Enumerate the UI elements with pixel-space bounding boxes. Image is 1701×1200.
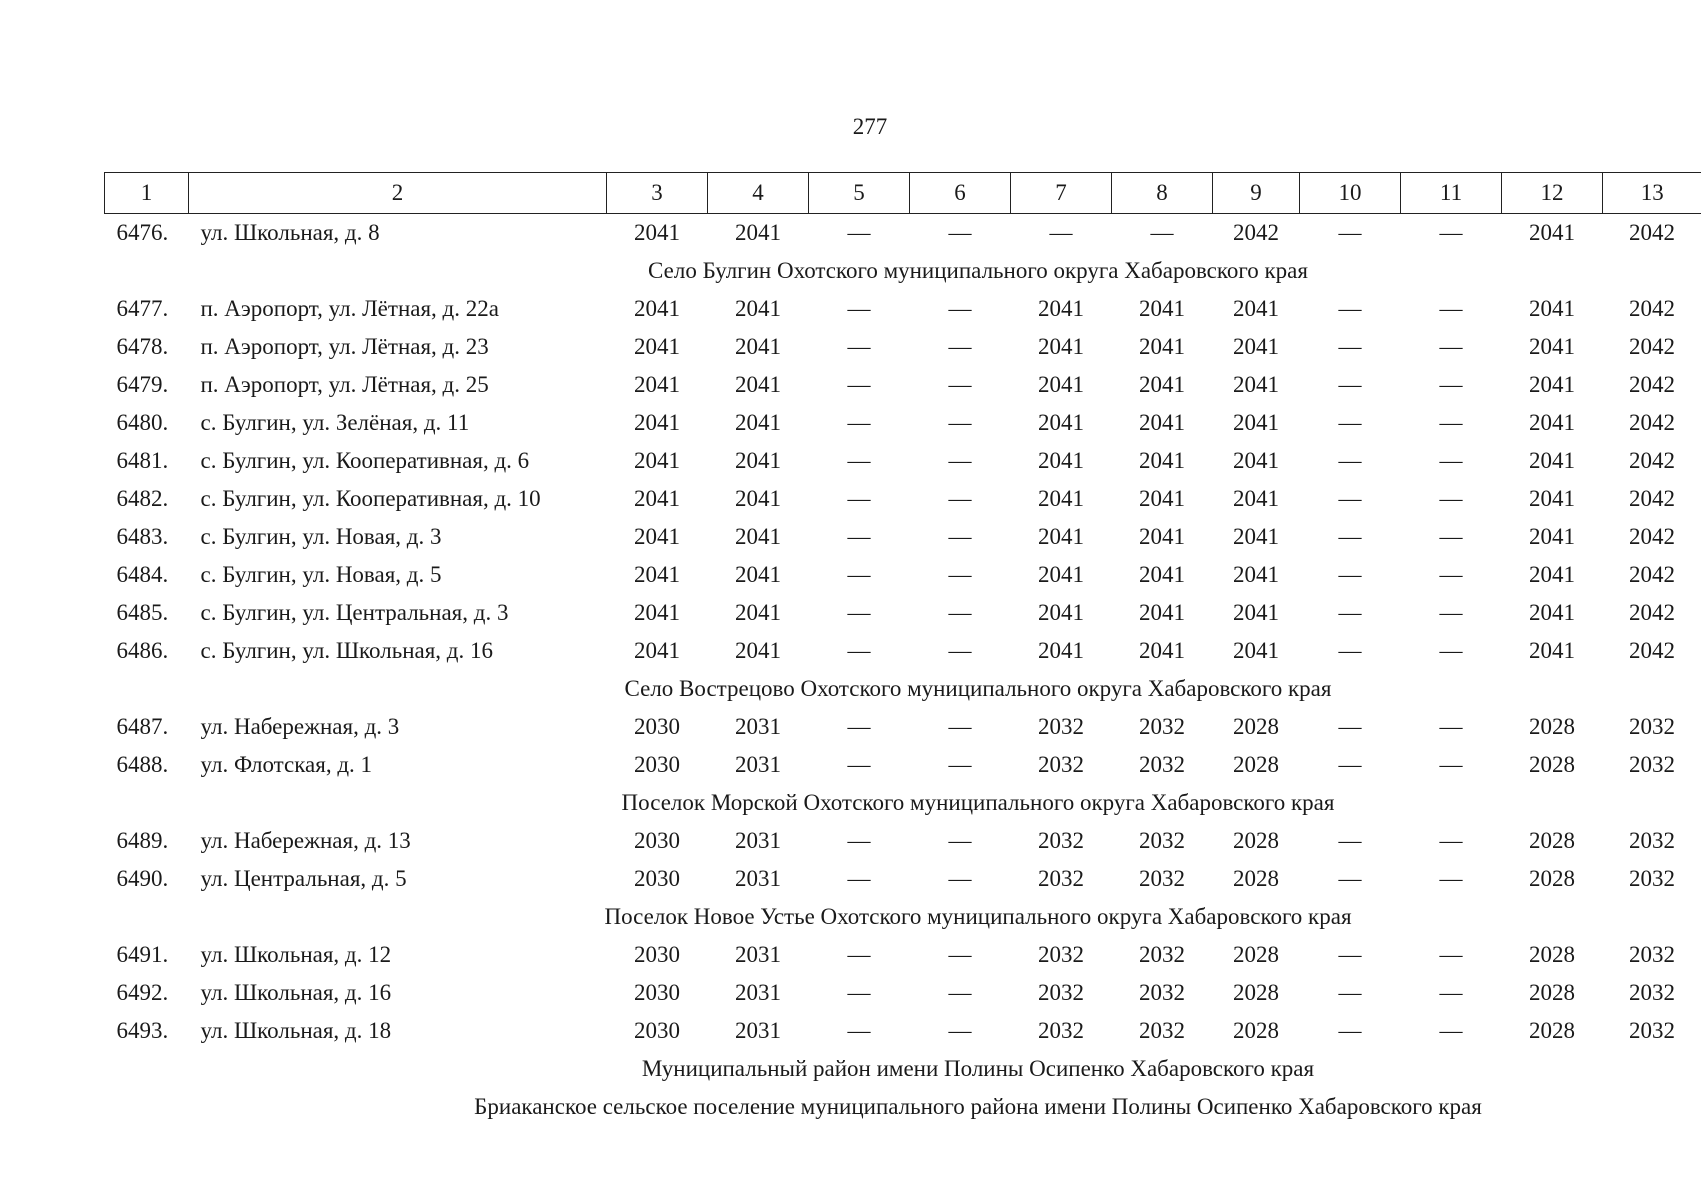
year-cell-col-6: — — [948, 980, 972, 1005]
year-cell-col-11: — — [1439, 562, 1463, 587]
year-cell-col-12: 2028 — [1529, 980, 1575, 1005]
year-cell-col-3: 2041 — [634, 220, 680, 245]
year-cell-col-4: 2041 — [735, 220, 781, 245]
year-cell-col-10: — — [1338, 638, 1362, 663]
year-cell-col-8: 2041 — [1139, 296, 1185, 321]
year-cell-col-5: — — [847, 562, 871, 587]
year-cell-col-8: 2032 — [1139, 942, 1185, 967]
year-cell-col-12: 2041 — [1529, 220, 1575, 245]
year-cell-col-7: 2032 — [1038, 980, 1084, 1005]
section-heading-cell — [105, 1050, 1701, 1088]
year-cell-col-5: — — [847, 296, 871, 321]
year-cell-col-7: 2041 — [1038, 372, 1084, 397]
year-cell-col-10: — — [1338, 334, 1362, 359]
table-row — [105, 594, 1701, 632]
year-cell-col-11: — — [1439, 866, 1463, 891]
year-cell-col-7: 2041 — [1038, 524, 1084, 549]
table-row — [105, 860, 1701, 898]
year-cell-col-13: 2042 — [1629, 220, 1675, 245]
year-cell-col-4: 2041 — [735, 448, 781, 473]
year-cell-col-6: — — [948, 486, 972, 511]
year-cell-col-12: 2041 — [1529, 410, 1575, 435]
year-cell-col-6: — — [948, 828, 972, 853]
year-cell-col-4: 2041 — [735, 296, 781, 321]
year-cell-col-5: — — [847, 980, 871, 1005]
year-cell-col-9: 2041 — [1233, 448, 1279, 473]
year-cell-col-9: 2028 — [1233, 1018, 1279, 1043]
column-header-4: 4 — [708, 173, 809, 214]
row-number: 6484. — [116, 562, 169, 587]
year-cell-col-4: 2031 — [735, 866, 781, 891]
year-cell-col-6: — — [948, 866, 972, 891]
year-cell-col-4: 2031 — [735, 980, 781, 1005]
year-cell-col-12: 2028 — [1529, 866, 1575, 891]
year-cell-col-11: — — [1439, 296, 1463, 321]
page-number: 277 — [852, 114, 888, 139]
year-cell-col-4: 2041 — [735, 410, 781, 435]
year-cell-col-12: 2028 — [1529, 828, 1575, 853]
address-cell: ул. Школьная, д. 12 — [200, 942, 392, 967]
year-cell-col-12: 2028 — [1529, 1018, 1575, 1043]
year-cell-col-11: — — [1439, 334, 1463, 359]
year-cell-col-9: 2041 — [1233, 296, 1279, 321]
year-cell-col-13: 2042 — [1629, 334, 1675, 359]
year-cell-col-12: 2028 — [1529, 752, 1575, 777]
year-cell-col-5: — — [847, 486, 871, 511]
year-cell-col-6: — — [948, 220, 972, 245]
table-header-row — [105, 173, 1701, 214]
year-cell-col-10: — — [1338, 866, 1362, 891]
column-header-13: 13 — [1603, 173, 1701, 214]
year-cell-col-13: 2032 — [1629, 714, 1675, 739]
schedule-table — [104, 172, 1701, 1126]
year-cell-col-6: — — [948, 296, 972, 321]
year-cell-col-9: 2028 — [1233, 714, 1279, 739]
year-cell-col-5: — — [847, 866, 871, 891]
year-cell-col-10: — — [1338, 942, 1362, 967]
year-cell-col-13: 2042 — [1629, 524, 1675, 549]
year-cell-col-12: 2041 — [1529, 334, 1575, 359]
table-row — [105, 442, 1701, 480]
address-cell: ул. Набережная, д. 3 — [200, 714, 400, 739]
year-cell-col-10: — — [1338, 600, 1362, 625]
year-cell-col-5: — — [847, 638, 871, 663]
address-cell: с. Булгин, ул. Зелёная, д. 11 — [200, 410, 470, 435]
address-cell: с. Булгин, ул. Кооперативная, д. 10 — [200, 486, 541, 511]
year-cell-col-4: 2031 — [735, 714, 781, 739]
section-heading: Бриаканское сельское поселение муниципального района имени Полины Осипенко Хабаровского края — [474, 1094, 1482, 1119]
year-cell-col-9: 2028 — [1233, 828, 1279, 853]
year-cell-col-9: 2041 — [1233, 410, 1279, 435]
year-cell-col-9: 2028 — [1233, 942, 1279, 967]
year-cell-col-7: 2032 — [1038, 752, 1084, 777]
year-cell-col-8: 2041 — [1139, 562, 1185, 587]
year-cell-col-9: 2041 — [1233, 334, 1279, 359]
table-row — [105, 746, 1701, 784]
year-cell-col-6: — — [948, 714, 972, 739]
year-cell-col-3: 2041 — [634, 524, 680, 549]
year-cell-col-7: 2032 — [1038, 714, 1084, 739]
address-cell: п. Аэропорт, ул. Лётная, д. 22а — [200, 296, 499, 321]
year-cell-col-8: 2041 — [1139, 600, 1185, 625]
row-number: 6487. — [116, 714, 169, 739]
year-cell-col-10: — — [1338, 752, 1362, 777]
year-cell-col-13: 2042 — [1629, 410, 1675, 435]
section-heading: Село Булгин Охотского муниципального округа Хабаровского края — [648, 258, 1308, 283]
year-cell-col-8: 2032 — [1139, 1018, 1185, 1043]
year-cell-col-8: 2041 — [1139, 524, 1185, 549]
table-row — [105, 366, 1701, 404]
year-cell-col-13: 2042 — [1629, 562, 1675, 587]
year-cell-col-11: — — [1439, 220, 1463, 245]
year-cell-col-10: — — [1338, 562, 1362, 587]
address-cell: с. Булгин, ул. Кооперативная, д. 6 — [200, 448, 530, 473]
year-cell-col-5: — — [847, 752, 871, 777]
year-cell-col-10: — — [1338, 372, 1362, 397]
column-header-11: 11 — [1401, 173, 1502, 214]
year-cell-col-12: 2041 — [1529, 486, 1575, 511]
section-heading-row — [105, 1088, 1701, 1126]
year-cell-col-12: 2041 — [1529, 600, 1575, 625]
table-row — [105, 822, 1701, 860]
address-cell: с. Булгин, ул. Новая, д. 5 — [200, 562, 442, 587]
year-cell-col-6: — — [948, 638, 972, 663]
address-cell: с. Булгин, ул. Центральная, д. 3 — [200, 600, 509, 625]
table-row — [105, 214, 1701, 253]
year-cell-col-6: — — [948, 372, 972, 397]
table-row — [105, 556, 1701, 594]
year-cell-col-9: 2041 — [1233, 524, 1279, 549]
year-cell-col-11: — — [1439, 410, 1463, 435]
section-heading-cell — [105, 784, 1701, 822]
year-cell-col-5: — — [847, 334, 871, 359]
column-header-7: 7 — [1011, 173, 1112, 214]
table-row — [105, 974, 1701, 1012]
row-number: 6481. — [116, 448, 169, 473]
year-cell-col-8: 2041 — [1139, 486, 1185, 511]
year-cell-col-13: 2042 — [1629, 372, 1675, 397]
address-cell: ул. Флотская, д. 1 — [200, 752, 373, 777]
table-row — [105, 328, 1701, 366]
year-cell-col-11: — — [1439, 752, 1463, 777]
year-cell-col-6: — — [948, 942, 972, 967]
year-cell-col-8: — — [1150, 220, 1174, 245]
row-number: 6476. — [116, 220, 169, 245]
table-row — [105, 1012, 1701, 1050]
year-cell-col-8: 2032 — [1139, 714, 1185, 739]
year-cell-col-6: — — [948, 524, 972, 549]
table-body — [105, 173, 1701, 1127]
column-header-10: 10 — [1300, 173, 1401, 214]
year-cell-col-11: — — [1439, 638, 1463, 663]
year-cell-col-10: — — [1338, 980, 1362, 1005]
table-row — [105, 404, 1701, 442]
year-cell-col-4: 2031 — [735, 1018, 781, 1043]
row-number: 6491. — [116, 942, 169, 967]
year-cell-col-6: — — [948, 562, 972, 587]
year-cell-col-4: 2041 — [735, 524, 781, 549]
year-cell-col-8: 2032 — [1139, 752, 1185, 777]
year-cell-col-6: — — [948, 448, 972, 473]
year-cell-col-9: 2041 — [1233, 638, 1279, 663]
year-cell-col-11: — — [1439, 524, 1463, 549]
year-cell-col-10: — — [1338, 410, 1362, 435]
year-cell-col-7: 2041 — [1038, 334, 1084, 359]
year-cell-col-5: — — [847, 448, 871, 473]
year-cell-col-9: 2041 — [1233, 562, 1279, 587]
row-number: 6485. — [116, 600, 169, 625]
year-cell-col-13: 2042 — [1629, 448, 1675, 473]
year-cell-col-3: 2030 — [634, 752, 680, 777]
year-cell-col-12: 2028 — [1529, 714, 1575, 739]
year-cell-col-11: — — [1439, 1018, 1463, 1043]
year-cell-col-7: 2041 — [1038, 600, 1084, 625]
year-cell-col-12: 2041 — [1529, 524, 1575, 549]
year-cell-col-5: — — [847, 600, 871, 625]
year-cell-col-9: 2028 — [1233, 752, 1279, 777]
section-heading: Муниципальный район имени Полины Осипенко Хабаровского края — [641, 1056, 1315, 1081]
year-cell-col-9: 2028 — [1233, 980, 1279, 1005]
year-cell-col-3: 2030 — [634, 828, 680, 853]
year-cell-col-4: 2041 — [735, 372, 781, 397]
section-heading: Поселок Морской Охотского муниципального округа Хабаровского края — [621, 790, 1335, 815]
address-cell: ул. Школьная, д. 18 — [200, 1018, 392, 1043]
year-cell-col-4: 2031 — [735, 752, 781, 777]
row-number: 6486. — [116, 638, 169, 663]
year-cell-col-5: — — [847, 714, 871, 739]
column-header-12: 12 — [1502, 173, 1603, 214]
row-number: 6483. — [116, 524, 169, 549]
year-cell-col-13: 2042 — [1629, 600, 1675, 625]
year-cell-col-7: — — [1049, 220, 1073, 245]
year-cell-col-12: 2028 — [1529, 942, 1575, 967]
row-number: 6493. — [116, 1018, 169, 1043]
year-cell-col-7: 2032 — [1038, 1018, 1084, 1043]
row-number: 6482. — [116, 486, 169, 511]
year-cell-col-3: 2030 — [634, 866, 680, 891]
year-cell-col-7: 2041 — [1038, 410, 1084, 435]
row-number: 6479. — [116, 372, 169, 397]
year-cell-col-3: 2041 — [634, 638, 680, 663]
address-cell: ул. Школьная, д. 16 — [200, 980, 392, 1005]
year-cell-col-8: 2041 — [1139, 448, 1185, 473]
year-cell-col-7: 2032 — [1038, 942, 1084, 967]
year-cell-col-3: 2030 — [634, 942, 680, 967]
year-cell-col-10: — — [1338, 448, 1362, 473]
year-cell-col-3: 2041 — [634, 410, 680, 435]
section-heading-row — [105, 1050, 1701, 1088]
year-cell-col-11: — — [1439, 942, 1463, 967]
year-cell-col-13: 2042 — [1629, 486, 1675, 511]
year-cell-col-13: 2042 — [1629, 296, 1675, 321]
address-cell: ул. Набережная, д. 13 — [200, 828, 411, 853]
year-cell-col-13: 2032 — [1629, 980, 1675, 1005]
year-cell-col-12: 2041 — [1529, 372, 1575, 397]
year-cell-col-11: — — [1439, 980, 1463, 1005]
year-cell-col-12: 2041 — [1529, 638, 1575, 663]
year-cell-col-11: — — [1439, 714, 1463, 739]
column-header-9: 9 — [1213, 173, 1300, 214]
year-cell-col-7: 2032 — [1038, 866, 1084, 891]
year-cell-col-5: — — [847, 410, 871, 435]
table-row — [105, 708, 1701, 746]
year-cell-col-5: — — [847, 942, 871, 967]
year-cell-col-9: 2041 — [1233, 372, 1279, 397]
year-cell-col-12: 2041 — [1529, 448, 1575, 473]
year-cell-col-13: 2032 — [1629, 828, 1675, 853]
row-number: 6490. — [116, 866, 169, 891]
year-cell-col-7: 2041 — [1038, 448, 1084, 473]
year-cell-col-7: 2041 — [1038, 486, 1084, 511]
row-number: 6488. — [116, 752, 169, 777]
year-cell-col-3: 2041 — [634, 600, 680, 625]
section-heading-cell — [105, 670, 1701, 708]
year-cell-col-6: — — [948, 334, 972, 359]
year-cell-col-4: 2041 — [735, 638, 781, 663]
year-cell-col-3: 2041 — [634, 448, 680, 473]
column-header-5: 5 — [809, 173, 910, 214]
year-cell-col-8: 2041 — [1139, 372, 1185, 397]
year-cell-col-11: — — [1439, 600, 1463, 625]
year-cell-col-8: 2032 — [1139, 828, 1185, 853]
table-row — [105, 518, 1701, 556]
year-cell-col-12: 2041 — [1529, 296, 1575, 321]
year-cell-col-3: 2030 — [634, 1018, 680, 1043]
year-cell-col-13: 2042 — [1629, 638, 1675, 663]
year-cell-col-3: 2041 — [634, 486, 680, 511]
column-header-8: 8 — [1112, 173, 1213, 214]
year-cell-col-11: — — [1439, 486, 1463, 511]
year-cell-col-12: 2041 — [1529, 562, 1575, 587]
year-cell-col-10: — — [1338, 1018, 1362, 1043]
section-heading-cell — [105, 1088, 1701, 1126]
year-cell-col-4: 2041 — [735, 334, 781, 359]
section-heading-row — [105, 670, 1701, 708]
address-cell: с. Булгин, ул. Школьная, д. 16 — [200, 638, 493, 663]
column-header-3: 3 — [607, 173, 708, 214]
year-cell-col-10: — — [1338, 220, 1362, 245]
year-cell-col-10: — — [1338, 828, 1362, 853]
year-cell-col-11: — — [1439, 448, 1463, 473]
address-cell: ул. Центральная, д. 5 — [200, 866, 407, 891]
row-number: 6489. — [116, 828, 169, 853]
year-cell-col-8: 2041 — [1139, 638, 1185, 663]
year-cell-col-7: 2041 — [1038, 638, 1084, 663]
year-cell-col-7: 2032 — [1038, 828, 1084, 853]
section-heading-cell — [105, 898, 1701, 936]
year-cell-col-4: 2031 — [735, 942, 781, 967]
year-cell-col-13: 2032 — [1629, 942, 1675, 967]
year-cell-col-5: — — [847, 220, 871, 245]
column-header-6: 6 — [910, 173, 1011, 214]
column-header-1: 1 — [105, 173, 189, 214]
table-row — [105, 632, 1701, 670]
year-cell-col-9: 2041 — [1233, 600, 1279, 625]
year-cell-col-10: — — [1338, 524, 1362, 549]
address-cell: п. Аэропорт, ул. Лётная, д. 25 — [200, 372, 489, 397]
year-cell-col-3: 2041 — [634, 296, 680, 321]
table-row — [105, 480, 1701, 518]
year-cell-col-6: — — [948, 410, 972, 435]
year-cell-col-5: — — [847, 1018, 871, 1043]
year-cell-col-3: 2030 — [634, 980, 680, 1005]
section-heading-row — [105, 784, 1701, 822]
year-cell-col-7: 2041 — [1038, 562, 1084, 587]
year-cell-col-6: — — [948, 1018, 972, 1043]
table-row — [105, 936, 1701, 974]
year-cell-col-6: — — [948, 600, 972, 625]
section-heading-cell — [105, 252, 1701, 290]
row-number: 6478. — [116, 334, 169, 359]
section-heading: Поселок Новое Устье Охотского муниципального округа Хабаровского края — [604, 904, 1352, 929]
year-cell-col-4: 2031 — [735, 828, 781, 853]
year-cell-col-8: 2032 — [1139, 980, 1185, 1005]
year-cell-col-7: 2041 — [1038, 296, 1084, 321]
row-number: 6492. — [116, 980, 169, 1005]
section-heading-row — [105, 898, 1701, 936]
year-cell-col-13: 2032 — [1629, 866, 1675, 891]
row-number: 6480. — [116, 410, 169, 435]
address-cell: с. Булгин, ул. Новая, д. 3 — [200, 524, 442, 549]
year-cell-col-11: — — [1439, 828, 1463, 853]
year-cell-col-3: 2030 — [634, 714, 680, 739]
year-cell-col-3: 2041 — [634, 372, 680, 397]
year-cell-col-4: 2041 — [735, 486, 781, 511]
year-cell-col-9: 2028 — [1233, 866, 1279, 891]
year-cell-col-5: — — [847, 828, 871, 853]
address-cell: ул. Школьная, д. 8 — [200, 220, 380, 245]
year-cell-col-3: 2041 — [634, 562, 680, 587]
year-cell-col-8: 2041 — [1139, 334, 1185, 359]
table-row — [105, 290, 1701, 328]
year-cell-col-4: 2041 — [735, 562, 781, 587]
section-heading-row — [105, 252, 1701, 290]
column-header-2: 2 — [189, 173, 607, 214]
year-cell-col-13: 2032 — [1629, 752, 1675, 777]
year-cell-col-5: — — [847, 372, 871, 397]
section-heading: Село Вострецово Охотского муниципального округа Хабаровского края — [624, 676, 1332, 701]
year-cell-col-11: — — [1439, 372, 1463, 397]
year-cell-col-4: 2041 — [735, 600, 781, 625]
year-cell-col-13: 2032 — [1629, 1018, 1675, 1043]
year-cell-col-8: 2041 — [1139, 410, 1185, 435]
year-cell-col-10: — — [1338, 486, 1362, 511]
document-table-wrapper — [104, 172, 1701, 1126]
year-cell-col-10: — — [1338, 296, 1362, 321]
year-cell-col-8: 2032 — [1139, 866, 1185, 891]
row-number: 6477. — [116, 296, 169, 321]
year-cell-col-10: — — [1338, 714, 1362, 739]
address-cell: п. Аэропорт, ул. Лётная, д. 23 — [200, 334, 489, 359]
year-cell-col-5: — — [847, 524, 871, 549]
year-cell-col-9: 2041 — [1233, 486, 1279, 511]
year-cell-col-6: — — [948, 752, 972, 777]
year-cell-col-3: 2041 — [634, 334, 680, 359]
year-cell-col-9: 2042 — [1233, 220, 1279, 245]
